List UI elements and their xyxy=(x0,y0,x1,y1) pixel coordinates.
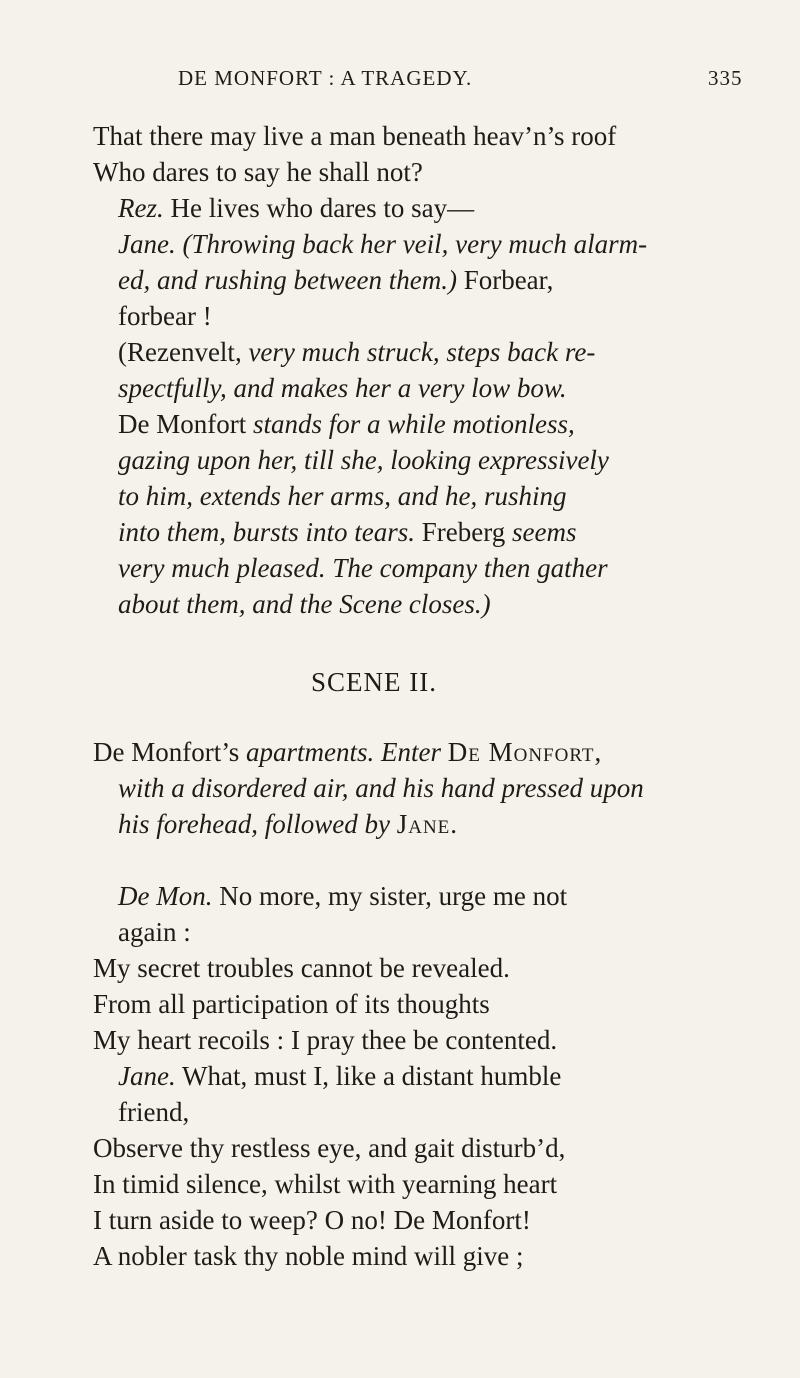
stage-direction-line: (Rezenvelt, very much struck, steps back re- xyxy=(118,337,596,367)
scene-description: De Monfort’s apartments. Enter De Monfort, xyxy=(93,737,603,767)
stage-direction-line: very much pleased. The company then gather xyxy=(118,553,608,583)
verse-line: In timid silence, whilst with yearning heart xyxy=(93,1169,558,1199)
stage-direction-line: spectfully, and makes her a very low bow. xyxy=(118,373,567,403)
speaker-name: De Mon. xyxy=(118,881,213,911)
speaker-name: Jane. xyxy=(118,1061,176,1091)
verse-line: Observe thy restless eye, and gait disturb’d, xyxy=(93,1133,566,1163)
scene-description: with a disordered air, and his hand pressed upon xyxy=(118,773,644,803)
speaker-name: Rez. xyxy=(118,193,164,223)
text-line: forbear ! xyxy=(118,301,212,331)
running-header xyxy=(0,66,800,96)
stage-direction-line: about them, and the Scene closes.) xyxy=(118,589,491,619)
verse-line: My heart recoils : I pray thee be contented. xyxy=(93,1025,558,1055)
speech-line xyxy=(118,226,647,262)
verse-line: From all participation of its thoughts xyxy=(93,989,490,1019)
speech-line: Rez. He lives who dares to say— xyxy=(118,193,475,223)
stage-direction: (Throwing back her veil, very much alarm- xyxy=(182,229,648,259)
text-line: ed, and rushing between them.) Forbear, xyxy=(118,265,554,295)
verse-line: My secret troubles cannot be revealed. xyxy=(93,953,510,983)
text-line: again : xyxy=(118,917,191,947)
speech-line: De Mon. No more, my sister, urge me not xyxy=(118,881,568,911)
text-line: friend, xyxy=(118,1097,190,1127)
scene-description: his forehead, followed by Jane. xyxy=(118,809,459,839)
stage-direction-line: De Monfort stands for a while motionless, xyxy=(118,409,575,439)
verse-line: I turn aside to weep? O no! De Monfort! xyxy=(93,1205,531,1235)
scene-heading: SCENE II. xyxy=(311,667,437,697)
text-line: That there may live a man beneath heav’n’s roof xyxy=(93,121,617,151)
text-line: Who dares to say he shall not? xyxy=(93,157,423,187)
speech-line: Jane. What, must I, like a distant humble xyxy=(118,1061,562,1091)
stage-direction: ed, and rushing between them.) xyxy=(118,265,457,295)
speaker-name: Jane. xyxy=(118,229,176,259)
stage-direction-line: into them, bursts into tears. Freberg seems xyxy=(118,517,577,547)
stage-direction-line: gazing upon her, till she, looking expressively xyxy=(118,445,609,475)
running-title: DE MONFORT : A TRAGEDY. xyxy=(178,66,473,90)
stage-direction-line: to him, extends her arms, and he, rushing xyxy=(118,481,567,511)
page-number: 335 xyxy=(708,66,743,90)
verse-line: A nobler task thy noble mind will give ; xyxy=(93,1241,524,1271)
